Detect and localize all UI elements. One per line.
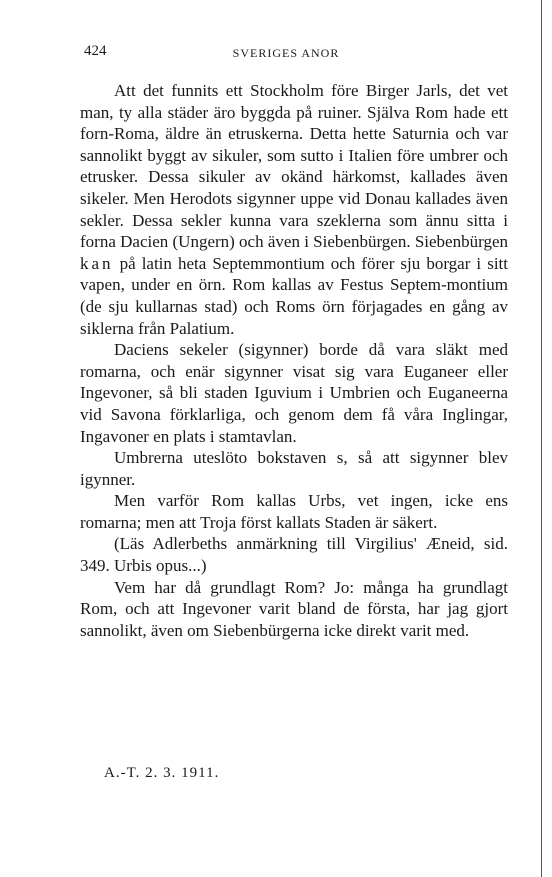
signature: A.-T. 2. 3. 1911.	[104, 765, 220, 781]
paragraph: (Läs Adlerbeths anmärkning till Virgilius' Æneid, sid. 349. Urbis opus...)	[80, 534, 508, 576]
paragraph: Vem har då grundlagt Rom? Jo: många ha grundlagt Rom, och att Ingevoner varit bland de första, har jag gjort sannolikt, även om Siebenbürgerna icke direkt varit med.	[80, 577, 508, 640]
paragraph: Daciens sekeler (sigynner) borde då vara släkt med romarna, och enär sigynner visat sig vara Euganeer eller Ingevoner, så bli staden Iguvium i Umbrien och Euganeerna vid Savona förklarliga, och genom dem få våra Inglingar, Ingavoner en plats i stamtavlan.	[80, 340, 508, 446]
body-text	[80, 80, 508, 641]
paragraph	[80, 80, 508, 339]
paragraph-text: på latin heta Septemmontium och förer sju borgar i sitt vapen, under en örn. Rom kallas av Festus Septem-montium (de sju kullarnas stad) och Roms örn förjagades en gång av siklerna från Palatium.	[80, 253, 508, 338]
paragraph: Men varför Rom kallas Urbs, vet ingen, icke ens romarna; men att Troja först kallats Staden är säkert.	[80, 491, 508, 532]
paragraph: Umbrerna uteslöto bokstaven s, så att sigynner blev igynner.	[80, 448, 508, 489]
page-number: 424	[84, 43, 107, 59]
page-edge-divider	[541, 0, 542, 877]
running-head: SVERIGES ANOR	[232, 46, 340, 60]
paragraph-text: Att det funnits ett Stockholm före Birger Jarls, det vet man, ty alla städer äro byggda på ruiner. Själva Rom hade ett forn-Roma, äldre än etruskerna. Detta hette Saturnia och var sannolikt byggt av sikuler, som sutto i Italien före umbrer och etrusker. Dessa sikuler av okänd härkomst, kallades även sikeler. Men Herodots sigynner uppe vid Donau kallades även sekler. Dessa sekler kunna vara szeklerna som ännu sitta i forna Dacien (Ungern) och även i Siebenbürgen. Siebenbürgen	[80, 81, 509, 252]
emphasized-word: kan	[80, 253, 114, 273]
